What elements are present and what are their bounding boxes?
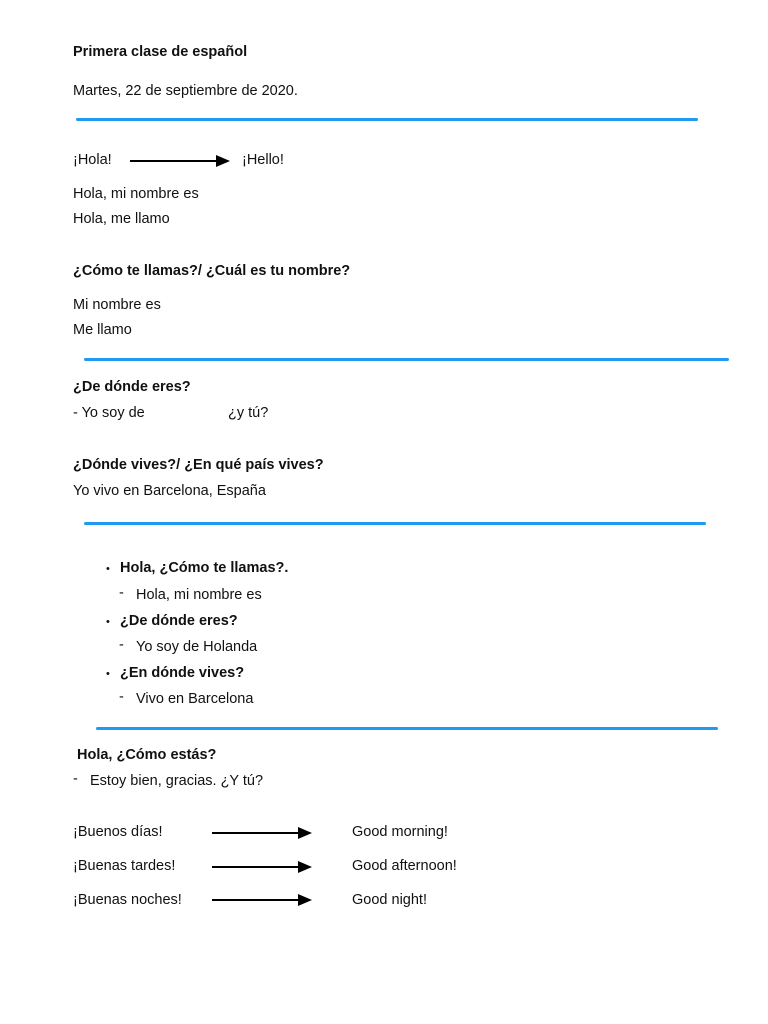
translation-english: Good afternoon! <box>352 858 457 874</box>
section-divider <box>76 118 698 121</box>
question-how-are-you: Hola, ¿Cómo estás? <box>77 747 217 763</box>
dash-marker: - <box>119 637 124 653</box>
dialogue-answer: Vivo en Barcelona <box>136 691 254 707</box>
right-arrow-icon <box>212 826 312 840</box>
right-arrow-icon <box>130 154 230 168</box>
question-origin: ¿De dónde eres? <box>73 379 191 395</box>
answer-how-are-you: Estoy bien, gracias. ¿Y tú? <box>90 773 264 789</box>
answer-live: Yo vivo en Barcelona, España <box>73 483 266 499</box>
intro-line: Hola, mi nombre es <box>73 186 199 202</box>
followup-question: ¿y tú? <box>228 405 269 421</box>
dash-marker: - <box>119 585 124 601</box>
bullet-icon: • <box>106 563 110 575</box>
question-name: ¿Cómo te llamas?/ ¿Cuál es tu nombre? <box>73 263 351 279</box>
right-arrow-icon <box>212 860 312 874</box>
dash-marker: - <box>73 771 78 787</box>
translation-english: Good night! <box>352 892 427 908</box>
intro-line: Hola, me llamo <box>73 211 170 227</box>
answer-origin: - Yo soy de <box>73 405 145 421</box>
dialogue-question: ¿En dónde vives? <box>120 665 245 681</box>
document-title: Primera clase de español <box>73 44 248 60</box>
section-divider <box>84 358 729 361</box>
answer-line: Mi nombre es <box>73 297 161 313</box>
dialogue-question: Hola, ¿Cómo te llamas?. <box>120 560 289 576</box>
bullet-icon: • <box>106 616 110 628</box>
dash-marker: - <box>119 689 124 705</box>
translation-english: Good morning! <box>352 824 448 840</box>
answer-line: Me llamo <box>73 322 132 338</box>
question-live: ¿Dónde vives?/ ¿En qué país vives? <box>73 457 324 473</box>
dialogue-question: ¿De dónde eres? <box>120 613 238 629</box>
document-date: Martes, 22 de septiembre de 2020. <box>73 83 298 99</box>
bullet-icon: • <box>106 668 110 680</box>
dialogue-answer: Hola, mi nombre es <box>136 587 262 603</box>
greeting-spanish: ¡Hola! <box>73 152 112 168</box>
right-arrow-icon <box>212 893 312 907</box>
dialogue-answer: Yo soy de Holanda <box>136 639 258 655</box>
section-divider <box>84 522 706 525</box>
section-divider <box>96 727 718 730</box>
translation-spanish: ¡Buenas tardes! <box>73 858 176 874</box>
greeting-english: ¡Hello! <box>242 152 284 168</box>
translation-spanish: ¡Buenas noches! <box>73 892 182 908</box>
translation-spanish: ¡Buenos días! <box>73 824 163 840</box>
